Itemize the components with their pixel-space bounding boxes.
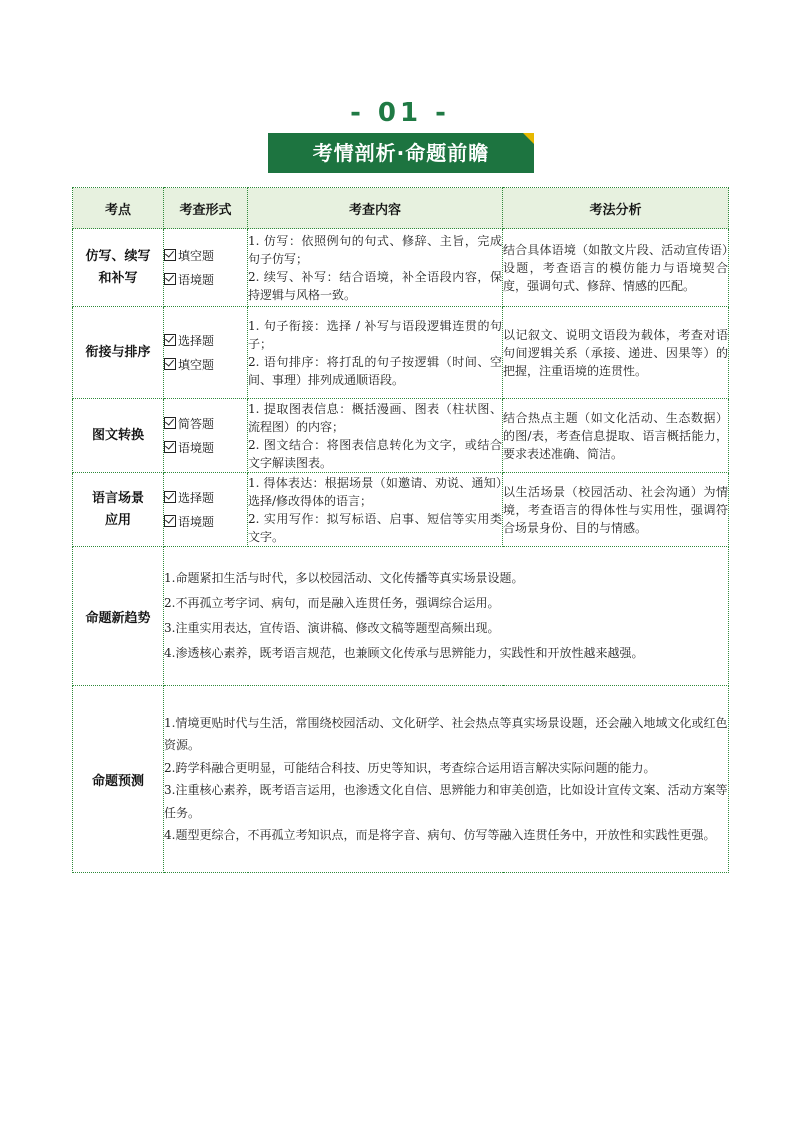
list-item: 1.命题紧扣生活与时代，多以校园活动、文化传播等真实场景设题。: [164, 571, 524, 585]
trend-row: [73, 547, 729, 686]
form-item: [164, 436, 247, 460]
banner-title: 考情剖析·命题前瞻: [312, 141, 490, 165]
forms-cell: [164, 473, 248, 547]
section-banner: [268, 133, 534, 173]
form-label: 语境题: [178, 440, 215, 455]
form-item: [164, 510, 247, 534]
forms-cell: [164, 399, 248, 473]
form-item: [164, 329, 247, 353]
list-item: 3.注重实用表达，宣传语、演讲稿、修改文稿等题型高频出现。: [164, 621, 500, 635]
table-row: [73, 307, 729, 399]
banner-corner-decoration: [523, 133, 534, 144]
form-label: 语境题: [178, 272, 215, 287]
list-item: 1.情境更贴时代与生活，常围绕校园活动、文化研学、社会热点等真实场景设题，还会融入地域文化或红色资源。: [164, 715, 728, 752]
forms-cell: [164, 229, 248, 307]
table-header-row: [73, 188, 729, 229]
header-content: 考查内容: [248, 188, 503, 229]
topic-line: 应用: [104, 512, 131, 528]
analysis-cell: 以记叙文、说明文语段为载体，考查对语句间逻辑关系（承接、递进、因果等）的把握，注重语境的连贯性。: [503, 307, 729, 399]
checked-box-icon: [164, 491, 176, 503]
forecast-row: [73, 686, 729, 873]
list-item: 4.题型更综合，不再孤立考知识点，而是将字音、病句、仿写等融入连贯任务中，开放性和实践性更强。: [164, 828, 716, 842]
analysis-cell: 以生活场景（校园活动、社会沟通）为情境，考查语言的得体性与实用性，强调符合场景身份、目的与情感。: [503, 473, 729, 547]
checked-box-icon: [164, 515, 176, 527]
topic-cell: [73, 473, 164, 547]
content-cell: 1. 提取图表信息：概括漫画、图表（柱状图、流程图）的内容； 2. 图文结合：将图表信息转化为文字，或结合文字解读图表。: [248, 399, 503, 473]
checked-box-icon: [164, 417, 176, 429]
list-item: 3.注重核心素养，既考语言运用，也渗透文化自信、思辨能力和审美创造，比如设计宣传文案、活动方案等任务。: [164, 783, 728, 820]
form-label: 选择题: [178, 333, 215, 348]
form-item: [164, 412, 247, 436]
topic-line: 衔接与排序: [85, 344, 151, 360]
form-item: [164, 486, 247, 510]
content-cell: 1. 句子衔接：选择 / 补写与语段逻辑连贯的句子； 2. 语句排序：将打乱的句子按逻辑（时间、空间、事理）排列成通顺语段。: [248, 307, 503, 399]
form-label: 简答题: [178, 416, 215, 431]
trend-label: 命题新趋势: [73, 547, 164, 686]
forms-cell: [164, 307, 248, 399]
header-forms: 考查形式: [164, 188, 248, 229]
list-item: 2.不再孤立考字词、病句，而是融入连贯任务，强调综合运用。: [164, 596, 500, 610]
section-number: - 01 -: [350, 98, 450, 128]
form-label: 填空题: [178, 357, 215, 372]
analysis-cell: 结合具体语境（如散文片段、活动宣传语）设题，考查语言的模仿能力与语境契合度，强调句式、修辞、情感的匹配。: [503, 229, 729, 307]
form-label: 语境题: [178, 514, 215, 529]
table-row: [73, 399, 729, 473]
forecast-label: 命题预测: [73, 686, 164, 873]
topic-cell: [73, 307, 164, 399]
checked-box-icon: [164, 441, 176, 453]
table-row: [73, 229, 729, 307]
header-analysis: 考法分析: [503, 188, 729, 229]
trend-points: [164, 547, 729, 686]
checked-box-icon: [164, 273, 176, 285]
form-label: 选择题: [178, 490, 215, 505]
topic-line: 和补写: [98, 270, 138, 286]
table-row: [73, 473, 729, 547]
content-cell: 1. 仿写：依照例句的句式、修辞、主旨，完成句子仿写； 2. 续写、补写：结合语境，补全语段内容，保持逻辑与风格一致。: [248, 229, 503, 307]
topic-cell: [73, 229, 164, 307]
topic-line: 图文转换: [91, 427, 144, 443]
checked-box-icon: [164, 249, 176, 261]
list-item: 4.渗透核心素养，既考语言规范，也兼顾文化传承与思辨能力，实践性和开放性越来越强。: [164, 646, 644, 660]
form-item: [164, 353, 247, 377]
checked-box-icon: [164, 334, 176, 346]
form-item: [164, 268, 247, 292]
analysis-cell: 结合热点主题（如文化活动、生态数据）的图/表，考查信息提取、语言概括能力，要求表述准确、简洁。: [503, 399, 729, 473]
checked-box-icon: [164, 358, 176, 370]
content-cell: 1. 得体表达：根据场景（如邀请、劝说、通知）选择/修改得体的语言； 2. 实用写作：拟写标语、启事、短信等实用类文字。: [248, 473, 503, 547]
topic-line: 语言场景: [91, 490, 144, 506]
topic-line: 仿写、续写: [85, 248, 151, 264]
exam-analysis-table: [72, 187, 729, 873]
list-item: 2.跨学科融合更明显，可能结合科技、历史等知识，考查综合运用语言解决实际问题的能力。: [164, 760, 656, 775]
form-item: [164, 244, 247, 268]
header-topic: 考点: [73, 188, 164, 229]
topic-cell: [73, 399, 164, 473]
forecast-points: [164, 686, 729, 873]
form-label: 填空题: [178, 248, 215, 263]
